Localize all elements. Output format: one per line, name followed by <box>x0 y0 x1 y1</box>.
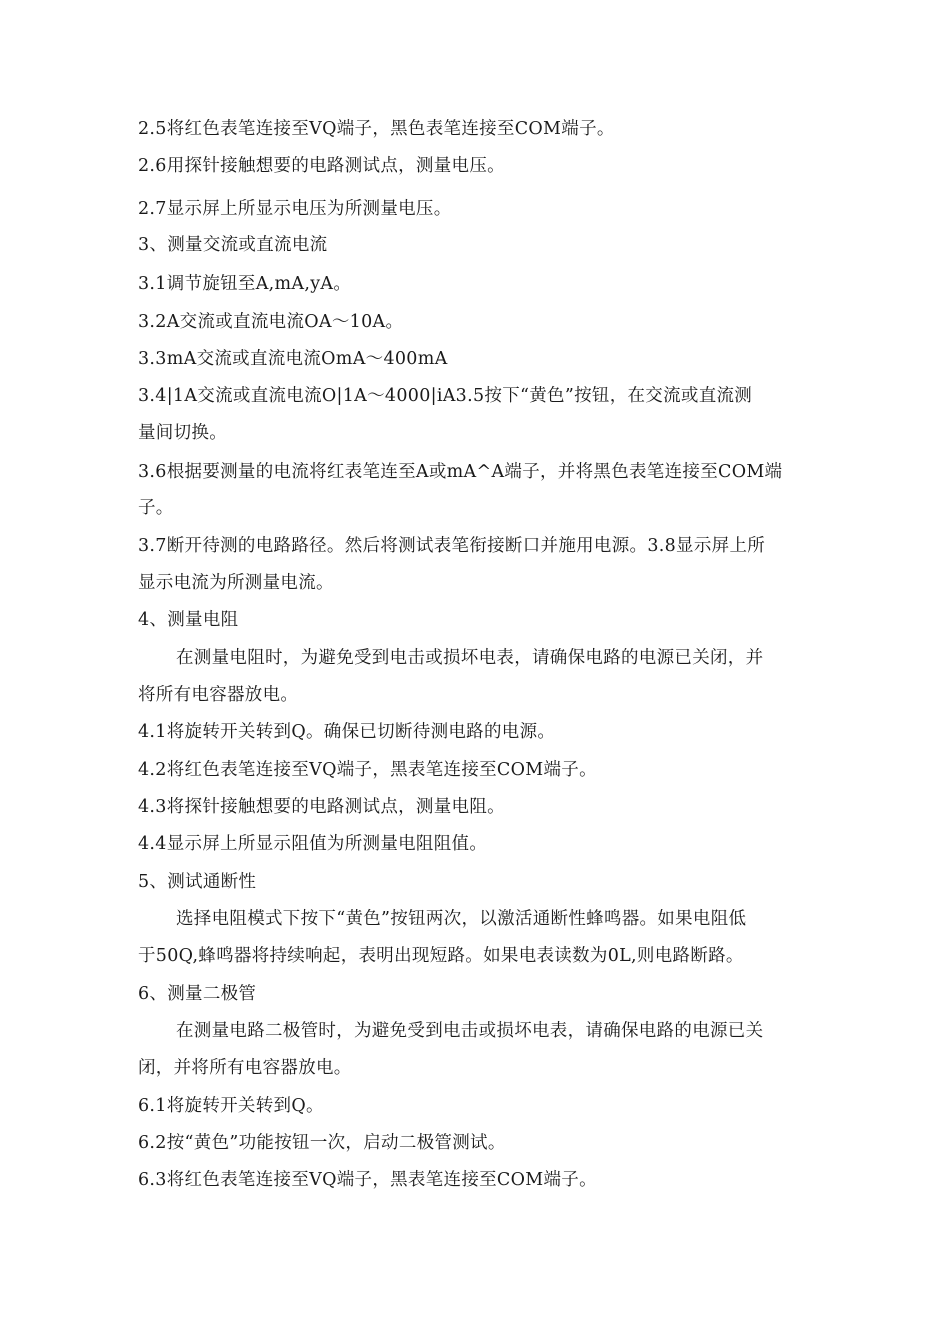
text-line: 3.6根据要测量的电流将红表笔连至A或mA^A端子，并将黑色表笔连接至COM端 <box>138 462 783 482</box>
text-line: 4.4显示屏上所显示阻值为所测量电阻阻值。 <box>138 834 488 854</box>
text-line: 闭，并将所有电容器放电。 <box>138 1058 352 1078</box>
section-heading: 3、测量交流或直流电流 <box>138 235 328 255</box>
text-line: 2.7显示屏上所显示电压为所测量电压。 <box>138 199 452 219</box>
text-line: 6.2按“黄色”功能按钮一次，启动二极管测试。 <box>138 1133 506 1153</box>
text-line: 在测量电路二极管时，为避免受到电击或损坏电表，请确保电路的电源已关 <box>176 1021 764 1041</box>
text-line: 将所有电容器放电。 <box>138 685 299 705</box>
text-line: 3.1调节旋钮至A,mA,yA。 <box>138 274 352 294</box>
text-line: 于50Q,蜂鸣器将持续响起，表明出现短路。如果电表读数为0L,则电路断路。 <box>138 946 744 966</box>
section-heading: 4、测量电阻 <box>138 610 239 630</box>
text-line: 显示电流为所测量电流。 <box>138 573 334 593</box>
text-line: 3.4|1A交流或直流电流O|1A〜4000|iA3.5按下“黄色”按钮，在交流或直流测 <box>138 386 753 406</box>
text-line: 子。 <box>138 498 174 518</box>
text-line: 选择电阻模式下按下“黄色”按钮两次，以激活通断性蜂鸣器。如果电阻低 <box>176 909 747 929</box>
text-line: 3.7断开待测的电路路径。然后将测试表笔衔接断口并施用电源。3.8显示屏上所 <box>138 536 766 556</box>
section-heading: 5、测试通断性 <box>138 872 257 892</box>
section-heading: 6、测量二极管 <box>138 984 257 1004</box>
text-line: 4.1将旋转开关转到Q。确保已切断待测电路的电源。 <box>138 722 556 742</box>
text-line: 4.2将红色表笔连接至VQ端子，黑表笔连接至COM端子。 <box>138 760 597 780</box>
text-line: 2.5将红色表笔连接至VQ端子，黑色表笔连接至COM端子。 <box>138 119 615 139</box>
text-line: 量间切换。 <box>138 423 227 443</box>
text-line: 6.1将旋转开关转到Q。 <box>138 1096 324 1116</box>
text-line: 3.3mA交流或直流电流OmA〜400mA <box>138 349 448 369</box>
text-line: 3.2A交流或直流电流OA〜10A。 <box>138 312 404 332</box>
text-line: 4.3将探针接触想要的电路测试点，测量电阻。 <box>138 797 505 817</box>
text-line: 6.3将红色表笔连接至VQ端子，黑表笔连接至COM端子。 <box>138 1170 597 1190</box>
text-line: 2.6用探针接触想要的电路测试点，测量电压。 <box>138 156 505 176</box>
text-line: 在测量电阻时，为避免受到电击或损坏电表，请确保电路的电源已关闭，并 <box>176 648 764 668</box>
